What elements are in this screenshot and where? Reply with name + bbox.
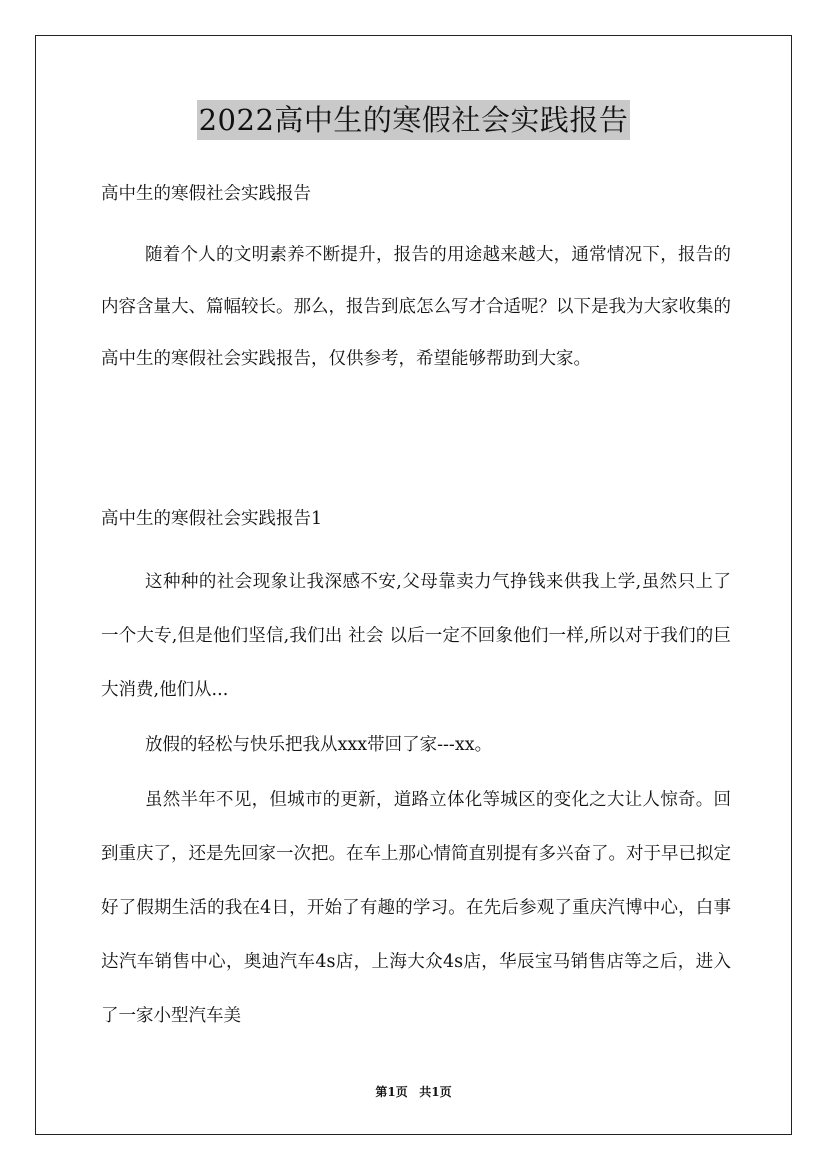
intro-paragraph: 随着个人的文明素养不断提升，报告的用途越来越大，通常情况下，报告的内容含量大、篇幅较长。那么，报告到底怎么写才合适呢？以下是我为大家收集的高中生的寒假社会实践报告，仅供参考，希望能够帮助到大家。	[101, 245, 731, 369]
document-title: 2022高中生的寒假社会实践报告	[197, 100, 631, 140]
section-heading: 高中生的寒假社会实践报告1	[101, 509, 323, 529]
title-container	[0, 100, 827, 140]
page-number: 第1页	[375, 1085, 408, 1099]
body-paragraph-3: 虽然半年不见，但城市的更新，道路立体化等城区的变化之大让人惊奇。回到重庆了，还是先回家一次把。在车上那心情简直别提有多兴奋了。对于早已拟定好了假期生活的我在4日，开始了有趣的学习。在先后参观了重庆汽博中心，白事达汽车销售中心，奥迪汽车4s店，上海大众4s店，华辰宝马销售店等之后，进入了一家小型汽车美	[101, 790, 731, 1026]
page-footer	[0, 1084, 827, 1100]
document-subtitle: 高中生的寒假社会实践报告	[101, 184, 311, 204]
body-paragraph-1: 这种种的社会现象让我深感不安,父母靠卖力气挣钱来供我上学,虽然只上了一个大专,但是他们坚信,我们出 社会 以后一定不回象他们一样,所以对于我们的巨大消费,他们从...	[101, 572, 731, 700]
body-paragraph-2: 放假的轻松与快乐把我从xxx带回了家---xx。	[145, 735, 493, 755]
page-total: 共1页	[419, 1085, 452, 1099]
